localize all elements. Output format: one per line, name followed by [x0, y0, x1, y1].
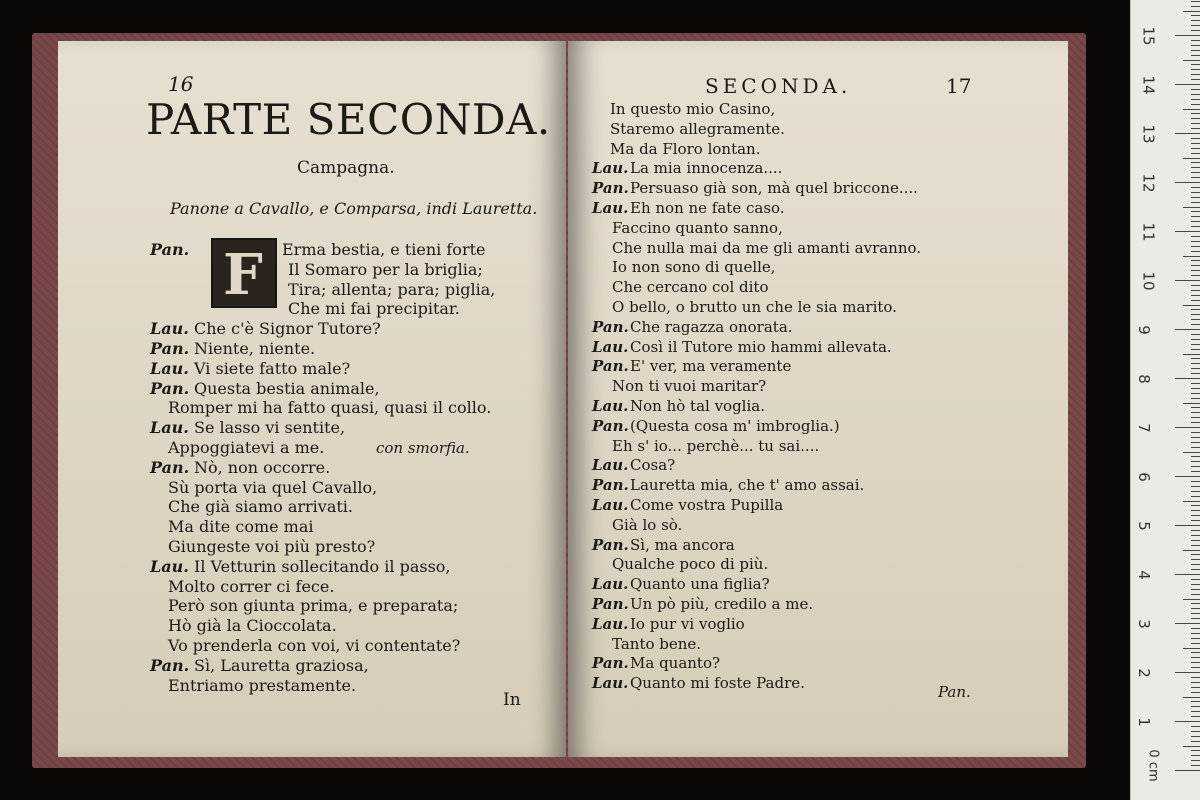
- speaker-label: Lau.: [592, 337, 629, 356]
- catchword-left: In: [503, 690, 521, 710]
- verse-text: Che mi fai precipitar.: [288, 299, 460, 319]
- ruler-tick: [1175, 672, 1200, 673]
- ruler-tick: [1191, 388, 1200, 389]
- running-head: SECONDA.: [705, 74, 852, 98]
- ruler-tick: [1175, 623, 1200, 624]
- verse-text: Sù porta via quel Cavallo,: [168, 477, 378, 497]
- verse-text: Ma dite come mai: [168, 517, 314, 537]
- ruler-tick: [1191, 45, 1200, 46]
- ruler-tick: [1191, 466, 1200, 467]
- ruler-tick: [1191, 368, 1200, 369]
- verse-text: Hò già la Cioccolata.: [168, 616, 337, 636]
- speaker-label: Lau.: [592, 159, 629, 178]
- speaker-label: Lau.: [150, 358, 189, 378]
- ruler-tick: [1191, 172, 1200, 173]
- ruler-tick: [1191, 148, 1200, 149]
- ruler-tick: [1191, 432, 1200, 433]
- stage-direction: Panone a Cavallo, e Comparsa, indi Lauretta.: [170, 199, 538, 218]
- ruler-number: 12: [1139, 173, 1158, 193]
- verse-text: O bello, o brutto un che le sia marito.: [612, 298, 897, 316]
- ruler-tick: [1191, 30, 1200, 31]
- ruler-tick: [1183, 11, 1200, 12]
- ruler-number: 10: [1139, 271, 1158, 291]
- ruler-tick: [1191, 638, 1200, 639]
- ruler-tick: [1191, 398, 1200, 399]
- ruler-tick: [1175, 721, 1200, 722]
- ruler-tick: [1191, 295, 1200, 296]
- ruler-tick: [1191, 113, 1200, 114]
- ruler-tick: [1191, 15, 1200, 16]
- ruler-tick: [1191, 358, 1200, 359]
- speaker-label: Lau.: [150, 319, 189, 339]
- verse-text: Appoggiatevi a me.: [168, 438, 325, 457]
- verse-text: Che nulla mai da me gli amanti avranno.: [612, 238, 922, 257]
- verse-text: Niente, niente.: [194, 339, 316, 358]
- verse-text: Sì, Lauretta graziosa,: [194, 655, 369, 675]
- ruler-tick: [1191, 613, 1200, 614]
- speaker-label: Pan.: [592, 595, 629, 613]
- ruler-tick: [1175, 182, 1200, 183]
- ruler-tick: [1191, 339, 1200, 340]
- speaker-label: Pan.: [592, 416, 629, 435]
- verse-text: Non hò tal voglia.: [630, 397, 765, 415]
- ruler-tick: [1191, 265, 1200, 266]
- ruler-tick: [1191, 251, 1200, 252]
- ruler-tick: [1191, 456, 1200, 457]
- ruler-tick: [1191, 162, 1200, 163]
- ruler-tick: [1191, 99, 1200, 100]
- ruler-tick: [1191, 202, 1200, 203]
- page-number-left: 16: [168, 72, 194, 96]
- aside-direction: con smorfia.: [376, 439, 470, 457]
- verse-text: Giungeste voi più presto?: [168, 537, 376, 556]
- ruler-tick: [1191, 285, 1200, 286]
- verse-text: Persuaso già son, mà quel briccone....: [630, 179, 918, 198]
- speaker-label: Lau.: [592, 496, 629, 514]
- speaker-label: Lau.: [592, 199, 629, 217]
- ruler-tick: [1183, 207, 1200, 208]
- ruler-number: 15: [1139, 26, 1158, 46]
- verse-text: Qualche poco di più.: [612, 555, 769, 574]
- ruler-tick: [1191, 667, 1200, 668]
- verse-text: Quanto una figlia?: [630, 575, 770, 594]
- ruler-tick: [1191, 442, 1200, 443]
- ruler-tick: [1191, 246, 1200, 247]
- ruler-tick: [1191, 50, 1200, 51]
- verse-text: Entriamo prestamente.: [168, 675, 357, 695]
- verse-text: Quanto mi foste Padre.: [630, 674, 805, 693]
- ruler-number: 5: [1134, 521, 1153, 531]
- ruler-tick: [1191, 765, 1200, 766]
- ruler-number: 3: [1134, 619, 1153, 629]
- ruler-tick: [1191, 682, 1200, 683]
- speaker-label: Pan.: [150, 240, 190, 259]
- ruler-tick: [1183, 648, 1200, 649]
- verse-text: Io non sono di quelle,: [612, 258, 776, 277]
- ruler-number: 8: [1134, 374, 1153, 384]
- ruler-tick: [1191, 104, 1200, 105]
- ruler-tick: [1191, 94, 1200, 95]
- ruler-tick: [1175, 574, 1200, 575]
- verse-text: Faccino quanto sanno,: [612, 218, 783, 237]
- ruler-number: 7: [1134, 423, 1153, 433]
- ruler-tick: [1175, 525, 1200, 526]
- ruler-tick: [1191, 540, 1200, 541]
- verse-text: Molto correr ci fece.: [168, 576, 335, 596]
- ruler-tick: [1191, 510, 1200, 511]
- ruler-tick: [1191, 657, 1200, 658]
- ruler-number: 1: [1134, 717, 1153, 727]
- verse-text: La mia innocenza....: [630, 159, 783, 178]
- ruler-number: 6: [1134, 472, 1153, 482]
- ruler-tick: [1191, 349, 1200, 350]
- ruler-tick: [1191, 69, 1200, 70]
- ruler-tick: [1191, 167, 1200, 168]
- ruler-tick: [1191, 236, 1200, 237]
- ruler-tick: [1191, 64, 1200, 65]
- verse-text: Eh s' io... perchè... tu sai....: [612, 436, 820, 455]
- ruler-tick: [1191, 177, 1200, 178]
- verse-text: Il Vetturin sollecitando il passo,: [194, 556, 451, 576]
- speaker-label: Pan.: [592, 476, 629, 495]
- speaker-label: Lau.: [592, 575, 629, 594]
- ruler-tick: [1183, 746, 1200, 747]
- verse-text: Erma bestia, e tieni forte: [282, 240, 486, 259]
- ruler-tick: [1191, 687, 1200, 688]
- verse-text: Eh non ne fate caso.: [630, 199, 785, 217]
- speaker-label: Pan.: [150, 378, 190, 398]
- ruler-tick: [1191, 314, 1200, 315]
- verse-text: Tanto bene.: [612, 634, 702, 653]
- ruler-tick: [1191, 716, 1200, 717]
- ruler-tick: [1191, 706, 1200, 707]
- ruler-tick: [1191, 618, 1200, 619]
- ruler-tick: [1191, 589, 1200, 590]
- verse-text: Ma da Floro lontan.: [610, 139, 761, 158]
- ruler-tick: [1183, 452, 1200, 453]
- scene-heading: Campagna.: [297, 158, 395, 178]
- ruler-tick: [1191, 569, 1200, 570]
- ruler-tick: [1191, 628, 1200, 629]
- ruler-tick: [1191, 25, 1200, 26]
- verse-text: Ma quanto?: [630, 654, 721, 673]
- ruler-tick: [1191, 412, 1200, 413]
- ruler-tick: [1191, 633, 1200, 634]
- ruler-tick: [1191, 505, 1200, 506]
- speaker-label: Pan.: [150, 339, 190, 358]
- ruler-tick: [1191, 187, 1200, 188]
- ruler-tick: [1191, 662, 1200, 663]
- drop-cap: F: [211, 238, 277, 308]
- ruler-tick: [1191, 216, 1200, 217]
- ruler-tick: [1191, 692, 1200, 693]
- ruler-tick: [1191, 701, 1200, 702]
- verse-text: Cosa?: [630, 456, 676, 475]
- speaker-label: Pan.: [592, 535, 629, 554]
- ruler-tick: [1191, 300, 1200, 301]
- ruler-tick: [1191, 461, 1200, 462]
- verse-text: (Questa cosa m' imbroglia.): [630, 416, 840, 435]
- speaker-label: Pan.: [592, 357, 629, 376]
- verse-text: Come vostra Pupilla: [630, 496, 784, 514]
- ruler-tick: [1191, 643, 1200, 644]
- ruler-number: 4: [1134, 570, 1153, 580]
- verse-text: Se lasso vi sentite,: [194, 418, 346, 438]
- ruler-tick: [1175, 378, 1200, 379]
- ruler-tick: [1191, 290, 1200, 291]
- ruler-tick: [1191, 226, 1200, 227]
- verse-text: Però son giunta prima, e preparata;: [168, 596, 459, 616]
- ruler-tick: [1191, 677, 1200, 678]
- verse-text: In questo mio Casino,: [610, 100, 776, 118]
- ruler-tick: [1183, 256, 1200, 257]
- ruler-tick: [1191, 309, 1200, 310]
- ruler-tick: [1191, 55, 1200, 56]
- ruler-number: 11: [1139, 222, 1158, 242]
- ruler-tick: [1191, 241, 1200, 242]
- ruler-tick: [1183, 403, 1200, 404]
- ruler-tick: [1191, 755, 1200, 756]
- ruler-tick: [1191, 486, 1200, 487]
- ruler-tick: [1191, 520, 1200, 521]
- ruler-tick: [1191, 564, 1200, 565]
- ruler-tick: [1191, 324, 1200, 325]
- speaker-label: Pan.: [150, 457, 190, 477]
- ruler-tick: [1183, 501, 1200, 502]
- ruler-tick: [1191, 211, 1200, 212]
- ruler-number: 14: [1139, 75, 1158, 95]
- ruler-tick: [1183, 550, 1200, 551]
- ruler-tick: [1183, 305, 1200, 306]
- verse-text: Che cercano col dito: [612, 278, 769, 297]
- ruler-tick: [1175, 84, 1200, 85]
- speaker-label: Pan.: [592, 317, 629, 336]
- verse-text: Io pur vi voglio: [630, 614, 745, 633]
- ruler-tick: [1191, 559, 1200, 560]
- ruler-tick: [1183, 599, 1200, 600]
- speaker-label: Pan.: [592, 654, 629, 673]
- ruler-tick: [1175, 133, 1200, 134]
- ruler-tick: [1191, 471, 1200, 472]
- ruler-tick: [1175, 476, 1200, 477]
- verse-text: Nò, non occorre.: [194, 457, 331, 477]
- verse-text: Un pò più, credilo a me.: [630, 595, 814, 613]
- verse-text: Non ti vuoi maritar?: [612, 377, 767, 396]
- ruler-tick: [1191, 74, 1200, 75]
- speaker-label: Lau.: [592, 397, 629, 415]
- ruler-unit-label: 0 cm: [1145, 749, 1161, 782]
- ruler-tick: [1191, 20, 1200, 21]
- verse-text: Tira; allenta; para; piglia,: [288, 279, 496, 299]
- page-number-right: 17: [946, 74, 972, 98]
- ruler-tick: [1191, 1, 1200, 2]
- ruler-number: 9: [1134, 325, 1153, 335]
- page-title: PARTE SECONDA.: [146, 95, 551, 144]
- speaker-label: Lau.: [592, 674, 629, 693]
- verse-text: Sì, ma ancora: [630, 535, 735, 554]
- ruler-tick: [1183, 697, 1200, 698]
- ruler-tick: [1191, 579, 1200, 580]
- verse-text: Che ragazza onorata.: [630, 317, 793, 336]
- ruler-tick: [1191, 741, 1200, 742]
- ruler-tick: [1191, 603, 1200, 604]
- verse-text: Lauretta mia, che t' amo assai.: [630, 476, 865, 495]
- ruler-tick: [1191, 417, 1200, 418]
- speaker-label: Lau.: [150, 418, 189, 438]
- ruler-tick: [1191, 393, 1200, 394]
- ruler-tick: [1191, 481, 1200, 482]
- ruler-tick: [1191, 726, 1200, 727]
- ruler-tick: [1191, 79, 1200, 80]
- ruler-tick: [1191, 334, 1200, 335]
- ruler-tick: [1191, 584, 1200, 585]
- ruler-tick: [1191, 275, 1200, 276]
- ruler-tick: [1191, 260, 1200, 261]
- verse-text: Così il Tutore mio hammi allevata.: [630, 337, 892, 356]
- ruler-tick: [1191, 437, 1200, 438]
- ruler-tick: [1191, 6, 1200, 7]
- ruler-tick: [1191, 89, 1200, 90]
- ruler-tick: [1191, 422, 1200, 423]
- ruler-tick: [1175, 231, 1200, 232]
- speaker-label: Pan.: [150, 655, 190, 675]
- ruler-tick: [1191, 383, 1200, 384]
- ruler-tick: [1183, 60, 1200, 61]
- ruler-number: 13: [1139, 124, 1158, 144]
- catchword-right: Pan.: [938, 683, 971, 701]
- ruler-tick: [1175, 329, 1200, 330]
- verse-text: Staremo allegramente.: [610, 119, 785, 138]
- ruler-tick: [1175, 280, 1200, 281]
- speaker-label: Lau.: [592, 456, 629, 475]
- ruler-tick: [1183, 158, 1200, 159]
- verse-text: Già lo sò.: [612, 515, 683, 534]
- verse-text: E' ver, ma veramente: [630, 357, 792, 376]
- verse-text: Romper mi ha fatto quasi, quasi il collo.: [168, 398, 492, 418]
- ruler-tick: [1191, 128, 1200, 129]
- ruler-tick: [1191, 652, 1200, 653]
- ruler-tick: [1191, 760, 1200, 761]
- ruler-tick: [1191, 736, 1200, 737]
- ruler-tick: [1191, 192, 1200, 193]
- ruler-tick: [1175, 427, 1200, 428]
- ruler-tick: [1191, 344, 1200, 345]
- ruler-tick: [1191, 545, 1200, 546]
- ruler-tick: [1191, 118, 1200, 119]
- speaker-label: Pan.: [592, 179, 629, 198]
- ruler-tick: [1191, 731, 1200, 732]
- verse-text: Vo prenderla con voi, vi contentate?: [168, 636, 461, 655]
- ruler-tick: [1191, 373, 1200, 374]
- ruler-tick: [1191, 40, 1200, 41]
- ruler-tick: [1191, 491, 1200, 492]
- ruler-number: 2: [1134, 668, 1153, 678]
- ruler-tick: [1191, 221, 1200, 222]
- ruler-tick: [1191, 138, 1200, 139]
- ruler-tick: [1191, 270, 1200, 271]
- ruler-tick: [1191, 143, 1200, 144]
- ruler-tick: [1191, 750, 1200, 751]
- ruler-tick: [1191, 319, 1200, 320]
- ruler-tick: [1191, 594, 1200, 595]
- ruler-tick: [1191, 123, 1200, 124]
- ruler-tick: [1183, 109, 1200, 110]
- verse-text: Che già siamo arrivati.: [168, 497, 354, 517]
- ruler-tick: [1191, 554, 1200, 555]
- verse-text: Vi siete fatto male?: [194, 358, 351, 378]
- ruler-tick: [1191, 711, 1200, 712]
- ruler-tick: [1191, 535, 1200, 536]
- measuring-ruler: [1130, 0, 1200, 800]
- verse-text: Questa bestia animale,: [194, 378, 380, 398]
- ruler-tick: [1191, 608, 1200, 609]
- verse-text: Il Somaro per la briglia;: [288, 259, 483, 279]
- ruler-tick: [1191, 407, 1200, 408]
- ruler-tick: [1191, 197, 1200, 198]
- ruler-tick: [1183, 354, 1200, 355]
- speaker-label: Lau.: [150, 556, 189, 576]
- verse-text: Che c'è Signor Tutore?: [194, 319, 381, 339]
- ruler-tick: [1175, 770, 1200, 771]
- speaker-label: Lau.: [592, 614, 629, 633]
- ruler-tick: [1191, 515, 1200, 516]
- ruler-tick: [1191, 153, 1200, 154]
- ruler-tick: [1191, 447, 1200, 448]
- ruler-tick: [1191, 496, 1200, 497]
- ruler-tick: [1175, 35, 1200, 36]
- ruler-tick: [1191, 363, 1200, 364]
- ruler-tick: [1191, 530, 1200, 531]
